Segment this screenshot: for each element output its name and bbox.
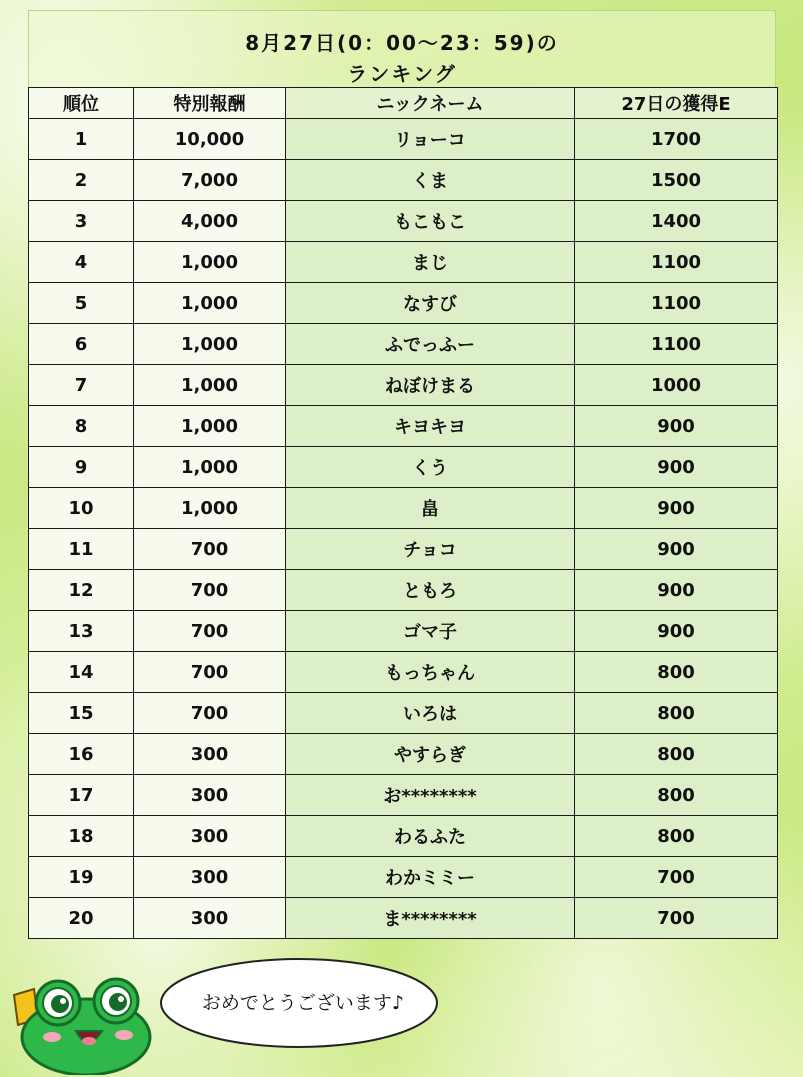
reward-cell: 1,000	[134, 365, 286, 406]
score-cell: 1400	[575, 201, 778, 242]
rank-cell: 19	[29, 857, 134, 898]
nickname-cell: もこもこ	[286, 201, 575, 242]
reward-cell: 700	[134, 652, 286, 693]
rank-cell: 20	[29, 898, 134, 939]
reward-cell: 300	[134, 857, 286, 898]
ranking-table	[28, 87, 778, 939]
score-cell: 900	[575, 529, 778, 570]
table-row	[29, 201, 778, 242]
reward-cell: 1,000	[134, 406, 286, 447]
score-cell: 900	[575, 406, 778, 447]
table-row	[29, 775, 778, 816]
table-row	[29, 488, 778, 529]
reward-cell: 300	[134, 898, 286, 939]
score-cell: 700	[575, 898, 778, 939]
column-header-reward: 特別報酬	[134, 88, 286, 119]
nickname-cell: ねぼけまる	[286, 365, 575, 406]
nickname-cell: くう	[286, 447, 575, 488]
score-cell: 800	[575, 775, 778, 816]
reward-cell: 4,000	[134, 201, 286, 242]
column-header-rank: 順位	[29, 88, 134, 119]
rank-cell: 16	[29, 734, 134, 775]
reward-cell: 1,000	[134, 447, 286, 488]
score-cell: 800	[575, 816, 778, 857]
rank-cell: 2	[29, 160, 134, 201]
score-cell: 1100	[575, 283, 778, 324]
score-cell: 900	[575, 447, 778, 488]
congratulations-message: おめでとうございます♪	[201, 992, 405, 1014]
table-row	[29, 816, 778, 857]
score-cell: 900	[575, 488, 778, 529]
table-row	[29, 734, 778, 775]
reward-cell: 300	[134, 734, 286, 775]
nickname-cell: くま	[286, 160, 575, 201]
reward-cell: 700	[134, 611, 286, 652]
ranking-title-date: 8月27日(0：00～23：59)の	[245, 31, 559, 55]
ranking-body	[29, 119, 778, 939]
table-row	[29, 898, 778, 939]
nickname-cell: ゴマ子	[286, 611, 575, 652]
table-row	[29, 447, 778, 488]
rank-cell: 18	[29, 816, 134, 857]
ranking-title: ランキング	[347, 62, 457, 86]
nickname-cell: チョコ	[286, 529, 575, 570]
nickname-cell: なすび	[286, 283, 575, 324]
rank-cell: 9	[29, 447, 134, 488]
score-cell: 900	[575, 570, 778, 611]
table-row	[29, 406, 778, 447]
score-cell: 800	[575, 734, 778, 775]
nickname-cell: まじ	[286, 242, 575, 283]
rank-cell: 12	[29, 570, 134, 611]
score-cell: 1700	[575, 119, 778, 160]
reward-cell: 300	[134, 816, 286, 857]
score-cell: 1100	[575, 242, 778, 283]
score-cell: 1000	[575, 365, 778, 406]
table-row	[29, 365, 778, 406]
nickname-cell: 畠	[286, 488, 575, 529]
ranking-header-row	[29, 88, 778, 119]
reward-cell: 7,000	[134, 160, 286, 201]
table-row	[29, 160, 778, 201]
score-cell: 800	[575, 652, 778, 693]
reward-cell: 1,000	[134, 242, 286, 283]
frog-mascot-icon	[8, 975, 158, 1075]
reward-cell: 10,000	[134, 119, 286, 160]
table-row	[29, 652, 778, 693]
nickname-cell: わかミミー	[286, 857, 575, 898]
nickname-cell: リョーコ	[286, 119, 575, 160]
rank-cell: 14	[29, 652, 134, 693]
table-row	[29, 529, 778, 570]
table-row	[29, 570, 778, 611]
score-cell: 1100	[575, 324, 778, 365]
nickname-cell: わるふた	[286, 816, 575, 857]
nickname-cell: ふでっふー	[286, 324, 575, 365]
rank-cell: 6	[29, 324, 134, 365]
score-cell: 900	[575, 611, 778, 652]
reward-cell: 700	[134, 693, 286, 734]
reward-cell: 700	[134, 570, 286, 611]
table-row	[29, 611, 778, 652]
rank-cell: 3	[29, 201, 134, 242]
table-row	[29, 324, 778, 365]
rank-cell: 1	[29, 119, 134, 160]
table-row	[29, 242, 778, 283]
nickname-cell: ま********	[286, 898, 575, 939]
nickname-cell: いろは	[286, 693, 575, 734]
rank-cell: 5	[29, 283, 134, 324]
rank-cell: 11	[29, 529, 134, 570]
rank-cell: 13	[29, 611, 134, 652]
rank-cell: 7	[29, 365, 134, 406]
rank-cell: 15	[29, 693, 134, 734]
reward-cell: 1,000	[134, 324, 286, 365]
ranking-title-box	[28, 10, 776, 88]
rank-cell: 10	[29, 488, 134, 529]
rank-cell: 17	[29, 775, 134, 816]
table-row	[29, 283, 778, 324]
reward-cell: 700	[134, 529, 286, 570]
rank-cell: 8	[29, 406, 134, 447]
nickname-cell: もっちゃん	[286, 652, 575, 693]
reward-cell: 1,000	[134, 283, 286, 324]
nickname-cell: ともろ	[286, 570, 575, 611]
score-cell: 700	[575, 857, 778, 898]
column-header-score: 27日の獲得E	[575, 88, 778, 119]
nickname-cell: やすらぎ	[286, 734, 575, 775]
nickname-cell: お********	[286, 775, 575, 816]
table-row	[29, 693, 778, 734]
table-row	[29, 857, 778, 898]
reward-cell: 1,000	[134, 488, 286, 529]
rank-cell: 4	[29, 242, 134, 283]
column-header-nickname: ニックネーム	[286, 88, 575, 119]
nickname-cell: キヨキヨ	[286, 406, 575, 447]
score-cell: 800	[575, 693, 778, 734]
score-cell: 1500	[575, 160, 778, 201]
reward-cell: 300	[134, 775, 286, 816]
table-row	[29, 119, 778, 160]
